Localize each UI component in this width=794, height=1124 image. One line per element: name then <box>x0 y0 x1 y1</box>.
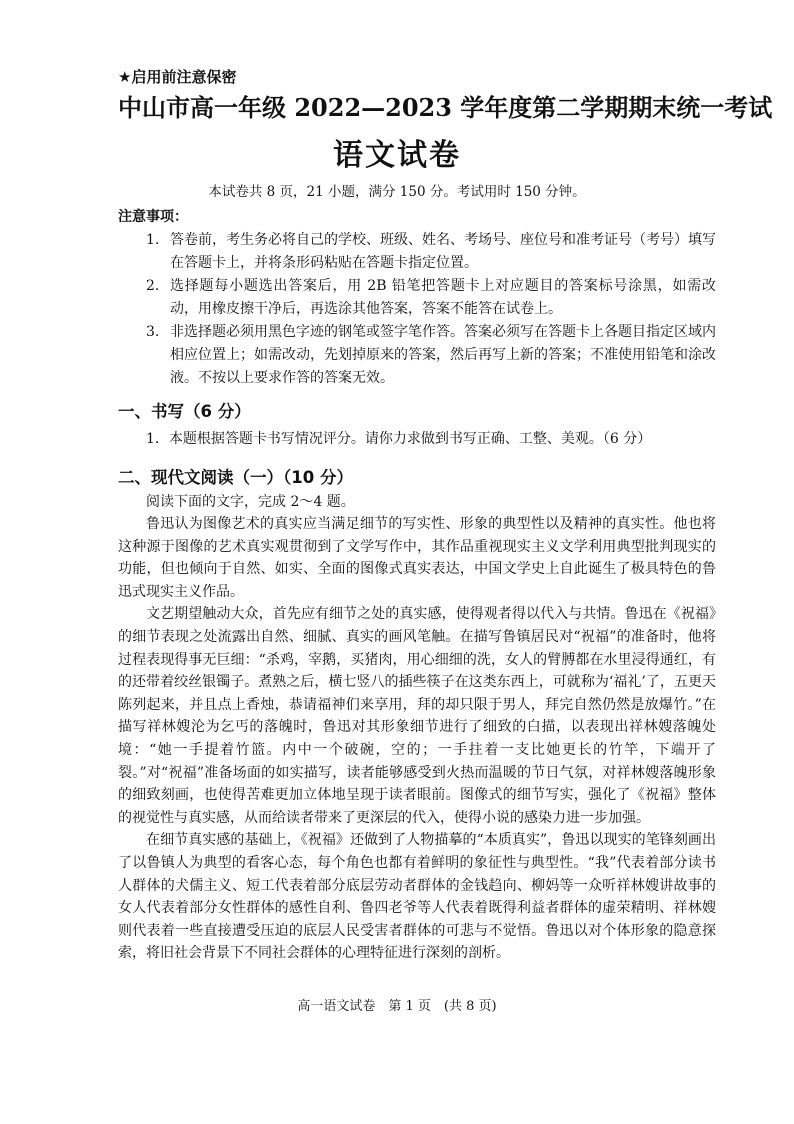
notice-item-number: 2. <box>146 278 160 294</box>
passage-paragraph-1: 鲁迅认为图像艺术的真实应当满足细节的写实性、形象的典型性以及精神的真实性。他也将这种源于图像的艺术真实观贯彻到了文学写作中，其作品重视现实主义文学利用典型批判现实的功能，但也倾向于自然、如实、全面的图像式真实表达，中国文学史上自此诞生了极具特色的鲁迅式现实主义作品。 <box>118 516 716 600</box>
notice-item-text: 选择题每小题选出答案后，用 2B 铅笔把答题卡上对应题目的答案标号涂黑，如需改动，用橡皮擦干净后，再选涂其他答案，答案不能答在试卷上。 <box>170 278 716 317</box>
notice-item-text: 答卷前，考生务必将自己的学校、班级、姓名、考场号、座位号和准考证号（考号）填写在答题卡上，并将条形码粘贴在答题卡指定位置。 <box>170 232 716 271</box>
reading-instruction: 阅读下面的文字，完成 2～4 题。 <box>146 494 355 510</box>
notice-item-number: 3. <box>146 324 160 340</box>
reading-passage <box>118 513 716 965</box>
notice-heading: 注意事项： <box>118 209 188 225</box>
notice-list <box>146 229 716 390</box>
notice-item <box>146 321 716 390</box>
exam-meta-line: 本试卷共 8 页，21 小题，满分 150 分。考试用时 150 分钟。 <box>208 184 586 200</box>
question-1: 1．本题根据答题卡书写情况评分。请你力求做到书写正确、工整、美观。（6 分） <box>146 431 652 447</box>
notice-item <box>146 229 716 275</box>
section-two-heading: 二、现代文阅读（一）（10 分） <box>118 468 353 487</box>
notice-item-number: 1. <box>146 232 160 248</box>
notice-item <box>146 275 716 321</box>
passage-paragraph-3: 在细节真实感的基础上，《祝福》还做到了人物描摹的“本质真实”，鲁迅以现实的笔锋刻画出了以鲁镇人为典型的看客心态，每个角色也都有着鲜明的象征性与典型性。“我”代表着部分读书人群体的犬儒主义、短工代表着部分底层劳动者群体的金钱趋向、柳妈等一众听祥林嫂讲故事的女人代表着部分女性群体的感性自利、鲁四老爷等人代表着既得利益者群体的虚荣精明、祥林嫂则代表着一些直接遭受压迫的底层人民受害者群体的可悲与不觉悟。鲁迅以对个体形象的隐意探索，将旧社会背景下不同社会群体的心理特征进行深刻的剖析。 <box>118 832 716 962</box>
passage-paragraph-2: 文艺期望触动大众，首先应有细节之处的真实感，使得观者得以代入与共情。鲁迅在《祝福》的细节表现之处流露出自然、细腻、真实的画风笔触。在描写鲁镇居民对“祝福”的准备时，他将过程表现得事无巨细：“杀鸡，宰鹅，买猪肉，用心细细的洗，女人的臂膊都在水里浸得通红，有的还带着绞丝银镯子。煮熟之后，横七竖八的插些筷子在这类东西上，可就称为‘福礼’了，五更天陈列起来，并且点上香烛，恭请福神们来享用，拜的却只限于男人，拜完自然仍然是放爆竹。”在描写祥林嫂沦为乞丐的落魄时，鲁迅对其形象细节进行了细致的白描，以表现出祥林嫂落魄处境：“她一手提着竹篮。内中一个破碗，空的；一手拄着一支比她更长的竹竿，下端开了裂。”对“祝福”准备场面的如实描写，读者能够感受到火热而温暖的节日气氛，对祥林嫂落魄形象的细致刻画，也使得苦难更加立体地呈现于读者眼前。图像式的细节写实，强化了《祝福》整体的视觉性与真实感，从而给读者带来了更深层的代入，使得小说的感染力进一步加强。 <box>118 606 716 826</box>
subject-title: 语文试卷 <box>333 138 461 173</box>
page-footer: 高一语文试卷 第 1 页 (共 8 页) <box>297 999 497 1014</box>
confidential-label: ★启用前注意保密 <box>118 68 237 86</box>
section-one-heading: 一、书写（6 分） <box>118 402 251 421</box>
notice-item-text: 非选择题必须用黑色字迹的钢笔或签字笔作答。答案必须写在答题卡上各题目指定区域内相应位置上；如需改动，先划掉原来的答案，然后再写上新的答案；不准使用铅笔和涂改液。不按以上要求作答的答案无效。 <box>170 324 716 386</box>
exam-title: 中山市高一年级 2022—2023 学年度第二学期期末统一考试 <box>118 93 773 122</box>
